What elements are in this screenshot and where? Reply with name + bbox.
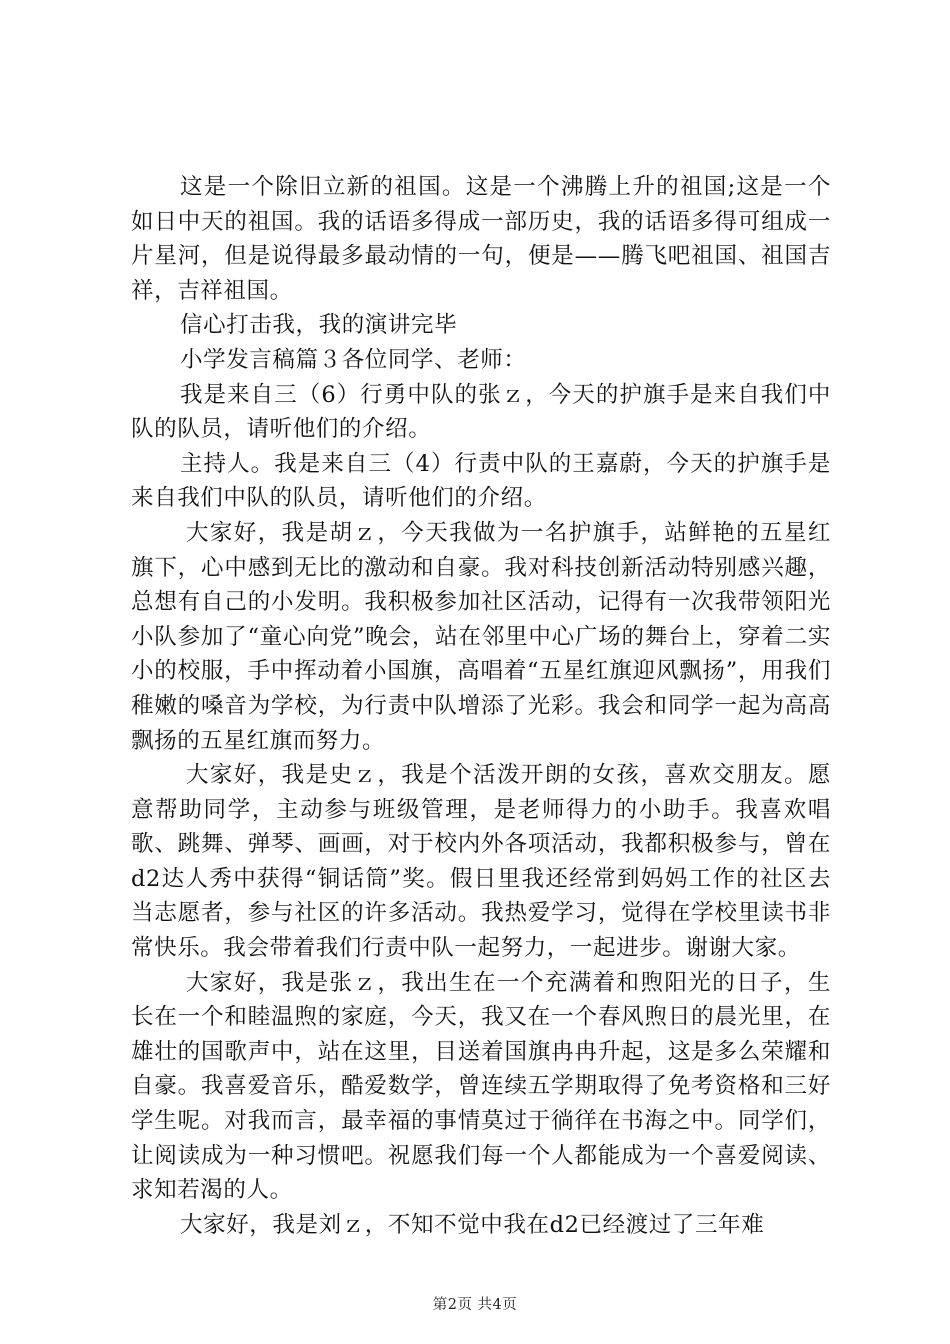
paragraph-shi: 大家好，我是史ｚ，我是个活泼开朗的女孩，喜欢交朋友。愿意帮助同学，主动参与班级管理，是老师得力的小助手。我喜欢唱歌、跳舞、弹琴、画画，对于校内外各项活动，我都积极参与，曾在d2达人秀中获得“铜话筒”奖。假日里我还经常到妈妈工作的社区去当志愿者，参与社区的许多活动。我热爱学习，觉得在学校里读书非常快乐。我会带着我们行责中队一起努力，一起进步。谢谢大家。 <box>131 762 831 962</box>
document-body <box>131 170 831 1242</box>
page-number-footer: 第2页 共4页 <box>432 1297 518 1313</box>
paragraph-host: 主持人。我是来自三（4）行责中队的王嘉蔚，今天的护旗手是来自我们中队的队员，请听他们的介绍。 <box>131 450 831 512</box>
paragraph-liu: 大家好，我是刘ｚ，不知不觉中我在d2已经渡过了三年难 <box>180 1211 765 1238</box>
paragraph-hu: 大家好，我是胡ｚ，今天我做为一名护旗手，站鲜艳的五星红旗下，心中感到无比的激动和自豪。我对科技创新活动特别感兴趣，总想有自己的小发明。我积极参加社区活动，记得有一次我带领阳光小队参加了“童心向党”晚会，站在邻里中心广场的舞台上，穿着二实小的校服，手中挥动着小国旗，高唱着“五星红旗迎风飘扬”，用我们稚嫩的嗓音为学校，为行责中队增添了光彩。我会和同学一起为高高飘扬的五星红旗而努力。 <box>131 519 831 754</box>
paragraph-speech-end: 信心打击我，我的演讲完毕 <box>180 312 458 339</box>
paragraph-motherland: 这是一个除旧立新的祖国。这是一个沸腾上升的祖国;这是一个如日中天的祖国。我的话语多得成一部历史，我的话语多得可组成一片星河，但是说得最多最动情的一句，便是——腾飞吧祖国、祖国吉祥，吉祥祖国。 <box>131 174 831 304</box>
paragraph-speech-3-heading: 小学发言稿篇３各位同学、老师： <box>180 346 527 373</box>
paragraph-zhang-intro: 我是来自三（6）行勇中队的张ｚ，今天的护旗手是来自我们中队的队员，请听他们的介绍。 <box>131 381 831 443</box>
paragraph-zhang: 大家好，我是张ｚ，我出生在一个充满着和煦阳光的日子，生长在一个和睦温煦的家庭，今天，我又在一个春风煦日的晨光里，在雄壮的国歌声中，站在这里，目送着国旗冉冉升起，这是多么荣耀和自豪。我喜爱音乐，酷爱数学，曾连续五学期取得了免考资格和三好学生呢。对我而言，最幸福的事情莫过于徜徉在书海之中。同学们，让阅读成为一种习惯吧。祝愿我们每一个人都能成为一个喜爱阅读、求知若渴的人。 <box>131 969 831 1204</box>
